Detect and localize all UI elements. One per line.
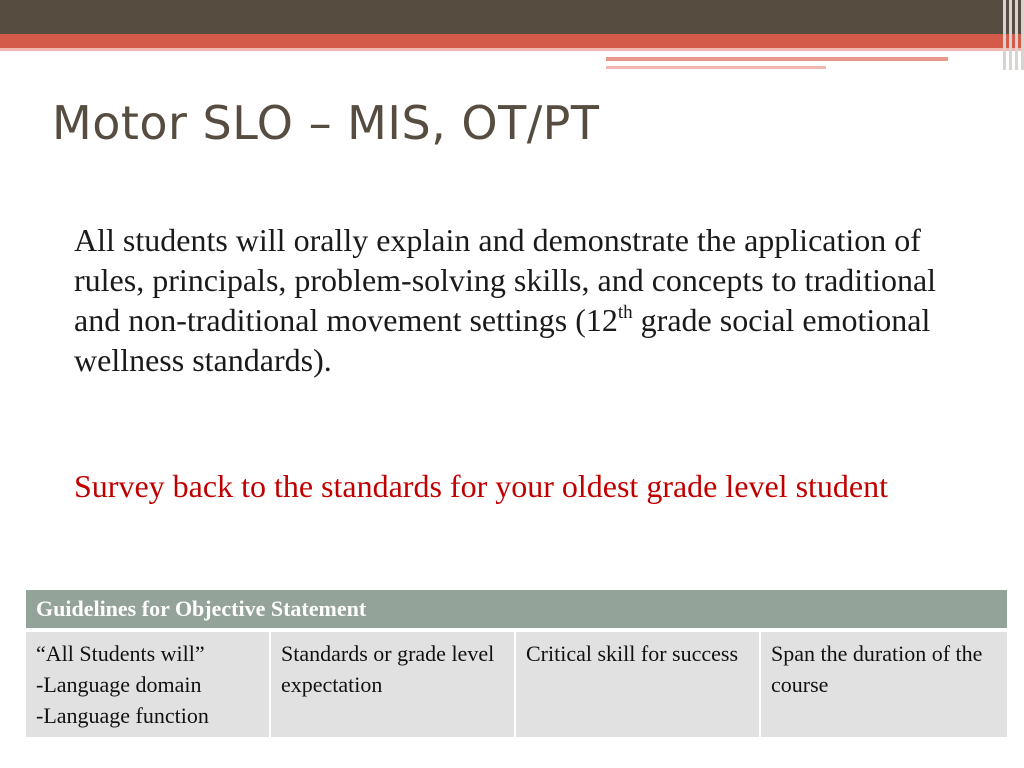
cell-line: Span the duration of the course [771,641,983,697]
objective-statement [74,220,974,380]
cell-line: -Language domain [36,672,202,697]
cell-line: Standards or grade level expectation [281,641,495,697]
ordinal-suffix: th [617,302,633,323]
cell-line: “All Students will” [36,641,205,666]
guidelines-table [26,590,1007,737]
slide-title: Motor SLO – MIS, OT/PT [52,96,600,150]
table-header-row [26,590,1007,632]
table-row [26,632,1007,737]
table-cell-language [26,632,271,737]
table-cell-critical-skill [516,632,761,737]
objective-text: All students will orally explain and demonstrate the application of rules, principals, problem-solving skills, and concepts to traditional and non-traditional movement settings (12 [74,222,937,338]
table-cell-duration [761,632,1007,737]
survey-note: Survey back to the standards for your oldest grade level student [74,468,888,504]
objective-text-continued: grade social emotional wellness standards). [74,302,931,378]
header-band-red [0,34,1024,48]
table-header: Guidelines for Objective Statement [26,590,1007,632]
accent-line [606,66,826,69]
cell-line: Critical skill for success [526,641,739,666]
stripe [1015,0,1018,70]
header-band-pink [0,48,1024,51]
stripe [1009,0,1012,70]
cell-line: -Language function [36,703,209,728]
decorative-stripes [996,0,1024,70]
header-band-dark [0,0,1024,34]
table-cell-standards [271,632,516,737]
stripe [1003,0,1006,70]
accent-line [606,57,948,61]
